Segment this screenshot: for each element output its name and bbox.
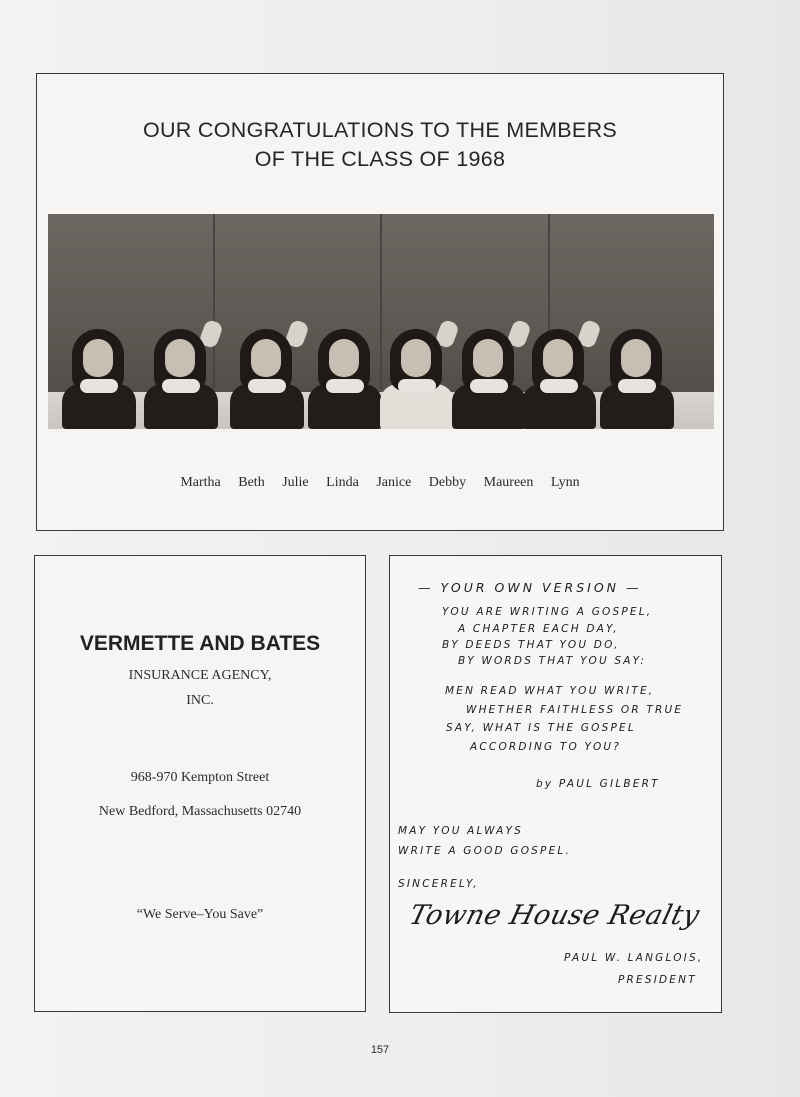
agency-line-1: INSURANCE AGENCY, (128, 668, 272, 683)
class-group-photo (48, 214, 714, 429)
photo-student (304, 329, 386, 429)
poem-line: YOU ARE WRITING A GOSPEL, (442, 606, 653, 618)
student-name: Julie (282, 475, 309, 490)
ad-headline (37, 116, 723, 174)
student-names (37, 475, 723, 491)
poem-line: ACCORDING TO YOU? (470, 741, 622, 753)
photo-student (140, 329, 222, 429)
company-slogan: “We Serve–You Save” (136, 907, 264, 922)
photo-student (596, 329, 678, 429)
company-name: VERMETTE AND BATES (79, 632, 321, 655)
closing: SINCERELY, (398, 878, 479, 890)
student-name: Janice (376, 475, 412, 490)
agency-line-2: INC. (186, 693, 214, 708)
photo-student (58, 329, 140, 429)
poem-line: A CHAPTER EACH DAY, (458, 623, 619, 635)
student-name: Maureen (483, 475, 534, 490)
poem-line: WHETHER FAITHLESS OR TRUE (466, 704, 684, 716)
signer-name: PAUL W. LANGLOIS, (564, 952, 704, 964)
student-name: Martha (180, 475, 221, 490)
poem-title: — YOUR OWN VERSION — (418, 580, 642, 595)
headline-line-1: OUR CONGRATULATIONS TO THE MEMBERS (142, 118, 618, 142)
street-address: 968-970 Kempton Street (130, 770, 270, 785)
photo-student (518, 329, 600, 429)
wish-line-1: MAY YOU ALWAYS (398, 825, 524, 837)
wish-line-2: WRITE A GOOD GOSPEL. (398, 845, 571, 857)
student-name: Linda (326, 475, 359, 490)
insurance-agency-ad (34, 555, 366, 1012)
student-name: Lynn (550, 475, 580, 490)
poem-line: SAY, WHAT IS THE GOSPEL (446, 722, 636, 734)
poem-line: BY DEEDS THAT YOU DO, (442, 639, 620, 651)
poem-line: MEN READ WHAT YOU WRITE, (445, 685, 655, 697)
photo-student (226, 329, 308, 429)
poem-line: BY WORDS THAT YOU SAY: (458, 655, 647, 667)
page-number: 157 (370, 1044, 390, 1056)
headline-line-2: OF THE CLASS OF 1968 (254, 147, 506, 171)
city-address: New Bedford, Massachusetts 02740 (98, 804, 302, 819)
photo-student (376, 329, 458, 429)
poem-author: by PAUL GILBERT (536, 778, 660, 790)
realty-signature: Towne House Realty (406, 900, 703, 931)
realty-poem-ad (389, 555, 722, 1013)
student-name: Beth (238, 475, 265, 490)
student-name: Debby (428, 475, 467, 490)
class-congratulations-ad (36, 73, 724, 531)
signer-title: PRESIDENT (618, 974, 697, 986)
